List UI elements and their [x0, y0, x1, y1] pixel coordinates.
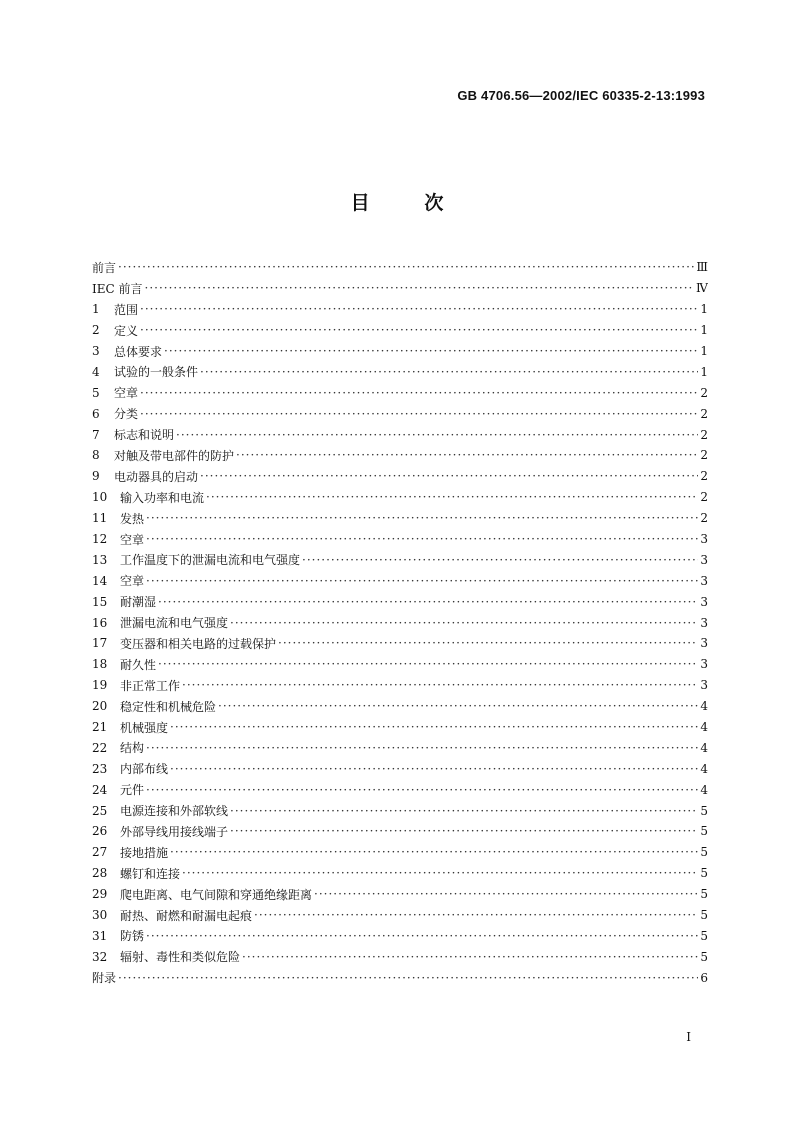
toc-entry-page: 1: [700, 364, 708, 379]
toc-entry-number: 22: [92, 740, 108, 755]
toc-entry-page: 5: [700, 824, 708, 839]
toc-leader-dots: [170, 845, 698, 859]
toc-entry-label: IEC 前言: [92, 281, 143, 296]
toc-entry-number: 28: [92, 866, 108, 881]
toc-entry-page: 4: [700, 740, 708, 755]
toc-entry-number: 6: [92, 406, 100, 421]
toc-leader-dots: [164, 344, 698, 358]
toc-leader-dots: [230, 804, 698, 818]
toc-entry-label: 螺钉和连接: [120, 866, 181, 881]
toc-entry-number: 25: [92, 803, 108, 818]
toc-leader-dots: [118, 971, 698, 985]
toc-entry[interactable]: [92, 424, 708, 445]
toc-entry-page: 5: [700, 803, 708, 818]
toc-entry-number: 23: [92, 761, 108, 776]
toc-entry[interactable]: [92, 361, 708, 382]
toc-entry[interactable]: [92, 508, 708, 529]
toc-entry-number: 17: [92, 636, 108, 651]
toc-entry-number: 7: [92, 427, 100, 442]
toc-entry-page: 4: [700, 761, 708, 776]
toc-entry[interactable]: [92, 570, 708, 591]
toc-leader-dots: [158, 657, 698, 671]
toc-entry-page: 3: [700, 552, 708, 567]
toc-entry[interactable]: [92, 257, 708, 278]
toc-leader-dots: [302, 553, 698, 567]
toc-entry[interactable]: [92, 758, 708, 779]
toc-entry-label: 接地措施: [120, 845, 169, 860]
toc-entry-label: 辐射、毒性和类似危险: [120, 950, 241, 965]
toc-entry-number: 24: [92, 782, 108, 797]
toc-leader-dots: [200, 469, 698, 483]
toc-entry-number: 27: [92, 845, 108, 860]
standard-code-header: GB 4706.56—2002/IEC 60335-2-13:1993: [457, 88, 705, 103]
toc-entry-page: 5: [700, 928, 708, 943]
page-title-char-2: 次: [424, 192, 444, 214]
toc-entry-number: 10: [92, 490, 108, 505]
toc-entry[interactable]: [92, 842, 708, 863]
toc-entry-page: 5: [700, 949, 708, 964]
toc-entry-page: 2: [700, 469, 708, 484]
toc-entry[interactable]: [92, 967, 708, 988]
toc-leader-dots: [158, 595, 698, 609]
toc-entry-page: 3: [700, 636, 708, 651]
toc-entry[interactable]: [92, 529, 708, 550]
toc-entry-number: 18: [92, 657, 108, 672]
toc-leader-dots: [146, 783, 698, 797]
toc-entry[interactable]: [92, 299, 708, 320]
toc-entry-page: 1: [700, 323, 708, 338]
page-title-char-1: 目: [350, 192, 370, 214]
toc-leader-dots: [140, 407, 698, 421]
toc-entry-label: 泄漏电流和电气强度: [120, 616, 229, 631]
toc-entry-label: 总体要求: [114, 344, 163, 359]
toc-entry-page: 2: [700, 427, 708, 442]
toc-entry-page: 2: [700, 385, 708, 400]
toc-entry-label: 耐潮湿: [120, 595, 157, 610]
toc-entry-number: 32: [92, 949, 108, 964]
toc-entry-label: 附录: [92, 971, 117, 986]
toc-entry-page: Ⅳ: [696, 281, 708, 296]
toc-leader-dots: [145, 281, 695, 295]
toc-entry-page: 1: [700, 344, 708, 358]
toc-leader-dots: [118, 260, 694, 274]
toc-entry[interactable]: [92, 737, 708, 758]
toc-entry-label: 元件: [120, 783, 145, 798]
toc-entry-number: 26: [92, 824, 108, 839]
toc-entry-number: 5: [92, 385, 100, 400]
toc-entry-page: 2: [700, 490, 708, 505]
toc-entry-number: 12: [92, 532, 108, 547]
toc-leader-dots: [314, 887, 698, 901]
toc-leader-dots: [146, 532, 698, 546]
toc-entry[interactable]: [92, 884, 708, 905]
toc-entry-number: 16: [92, 615, 108, 630]
toc-entry-page: 3: [700, 615, 708, 630]
toc-entry-label: 稳定性和机械危险: [120, 699, 217, 714]
toc-entry-number: 20: [92, 699, 108, 714]
toc-entry-number: 19: [92, 678, 108, 693]
toc-entry-label: 工作温度下的泄漏电流和电气强度: [120, 553, 301, 568]
toc-entry-page: 4: [700, 720, 708, 735]
toc-entry[interactable]: [92, 821, 708, 842]
toc-entry-number: 31: [92, 928, 108, 943]
toc-entry[interactable]: [92, 654, 708, 675]
toc-entry-page: 4: [700, 699, 708, 714]
toc-entry-label: 发热: [120, 511, 145, 526]
page-folio: I: [686, 1030, 691, 1044]
toc-leader-dots: [170, 720, 698, 734]
toc-entry-page: 5: [700, 866, 708, 881]
toc-entry-number: 8: [92, 448, 100, 463]
toc-leader-dots: [200, 365, 698, 379]
toc-entry-number: 4: [92, 364, 100, 379]
toc-entry-number: 14: [92, 573, 108, 588]
toc-leader-dots: [218, 699, 698, 713]
toc-entry-label: 内部布线: [120, 762, 169, 777]
toc-entry-label: 耐久性: [120, 657, 157, 672]
toc-entry-page: 5: [700, 908, 708, 923]
toc-entry-page: 5: [700, 845, 708, 860]
toc-entry[interactable]: [92, 675, 708, 696]
toc-entry[interactable]: [92, 633, 708, 654]
toc-leader-dots: [278, 636, 698, 650]
toc-leader-dots: [236, 448, 698, 462]
toc-entry[interactable]: [92, 278, 708, 299]
toc-leader-dots: [140, 302, 698, 316]
toc-entry[interactable]: [92, 946, 708, 967]
toc-entry[interactable]: [92, 905, 708, 926]
toc-leader-dots: [146, 511, 698, 525]
toc-entry-number: 15: [92, 594, 108, 609]
toc-leader-dots: [230, 824, 698, 838]
toc-leader-dots: [170, 762, 698, 776]
toc-entry-label: 非正常工作: [120, 678, 181, 693]
toc-entry-label: 空章: [120, 574, 145, 589]
toc-entry[interactable]: [92, 341, 708, 362]
toc-leader-dots: [140, 323, 698, 337]
toc-entry-label: 空章: [120, 532, 145, 547]
toc-entry-number: 9: [92, 469, 100, 484]
toc-entry-page: 3: [700, 657, 708, 672]
toc-entry-number: 2: [92, 323, 100, 338]
toc-entry-page: 1: [700, 302, 708, 317]
toc-entry-page: 3: [700, 678, 708, 693]
toc-entry-label: 范围: [114, 302, 139, 317]
toc-entry-page: 2: [700, 511, 708, 526]
toc-entry-number: 13: [92, 552, 108, 567]
toc-leader-dots: [146, 741, 698, 755]
toc-entry[interactable]: [92, 926, 708, 947]
toc-entry-page: 4: [700, 782, 708, 797]
toc-entry[interactable]: [92, 800, 708, 821]
toc-leader-dots: [182, 678, 698, 692]
toc-entry-label: 标志和说明: [114, 428, 175, 443]
toc-entry[interactable]: [92, 320, 708, 341]
toc-entry-number: 1: [92, 302, 100, 317]
toc-entry-page: 3: [700, 594, 708, 609]
toc-entry-label: 耐热、耐燃和耐漏电起痕: [120, 908, 253, 923]
toc-entry[interactable]: [92, 466, 708, 487]
toc-entry-page: 3: [700, 532, 708, 547]
toc-entry[interactable]: [92, 445, 708, 466]
toc-entry-page: Ⅲ: [696, 260, 708, 275]
toc-entry[interactable]: [92, 487, 708, 508]
toc-entry[interactable]: [92, 696, 708, 717]
toc-leader-dots: [140, 386, 698, 400]
toc-entry-label: 电动器具的启动: [114, 469, 199, 484]
toc-entry-page: 5: [700, 887, 708, 902]
toc-entry-number: 29: [92, 887, 108, 902]
toc-entry-label: 定义: [114, 323, 139, 338]
page-title: [0, 188, 794, 215]
toc-entry[interactable]: [92, 591, 708, 612]
toc-entry-page: 2: [700, 406, 708, 421]
toc-entry-label: 结构: [120, 741, 145, 756]
toc-entry-number: 3: [92, 344, 100, 358]
table-of-contents: [92, 257, 708, 988]
toc-leader-dots: [146, 574, 698, 588]
toc-entry-number: 21: [92, 720, 108, 735]
toc-entry[interactable]: [92, 717, 708, 738]
toc-leader-dots: [230, 616, 698, 630]
toc-entry[interactable]: [92, 403, 708, 424]
toc-entry-number: 30: [92, 908, 108, 923]
toc-leader-dots: [176, 428, 698, 442]
toc-entry-label: 输入功率和电流: [120, 490, 205, 505]
toc-entry-label: 分类: [114, 407, 139, 422]
toc-entry-page: 2: [700, 448, 708, 463]
toc-entry-label: 电源连接和外部软线: [120, 804, 229, 819]
toc-entry[interactable]: [92, 863, 708, 884]
toc-entry-label: 外部导线用接线端子: [120, 824, 229, 839]
toc-entry-label: 对触及带电部件的防护: [114, 448, 235, 463]
toc-leader-dots: [206, 490, 698, 504]
toc-entry[interactable]: [92, 779, 708, 800]
toc-entry-label: 机械强度: [120, 720, 169, 735]
toc-entry-label: 变压器和相关电路的过载保护: [120, 636, 277, 651]
toc-entry-page: 3: [700, 573, 708, 588]
toc-entry-page: 6: [700, 970, 708, 985]
toc-entry-number: 11: [92, 511, 108, 526]
toc-leader-dots: [182, 866, 698, 880]
toc-entry[interactable]: [92, 549, 708, 570]
toc-entry-label: 爬电距离、电气间隙和穿通绝缘距离: [120, 887, 313, 902]
toc-leader-dots: [242, 950, 698, 964]
toc-leader-dots: [254, 908, 698, 922]
toc-entry-label: 前言: [92, 260, 117, 275]
toc-entry-label: 空章: [114, 386, 139, 401]
toc-entry-label: 试验的一般条件: [114, 365, 199, 380]
toc-entry[interactable]: [92, 382, 708, 403]
toc-entry[interactable]: [92, 612, 708, 633]
toc-leader-dots: [146, 929, 698, 943]
toc-entry-label: 防锈: [120, 929, 145, 944]
